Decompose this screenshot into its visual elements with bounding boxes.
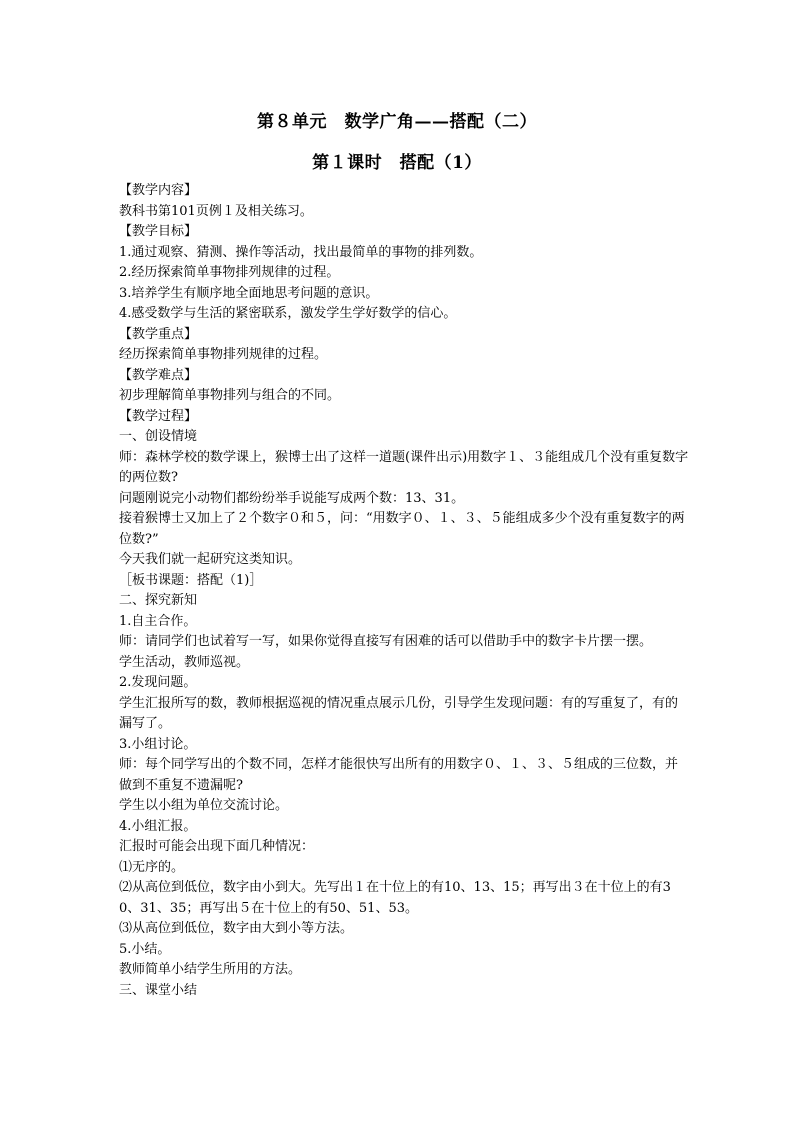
document-body <box>119 181 689 1001</box>
paragraph: 学生以小组为单位交流讨论。 <box>119 798 289 813</box>
subheading: 三、课堂小结 <box>119 982 198 998</box>
list-item: ⑶从高位到低位，数字由大到小等方法。 <box>119 921 354 936</box>
unit-title: 第８单元 数学广角——搭配（二） <box>257 112 537 132</box>
goal-item: 2.经历探索简单事物排列规律的过程。 <box>119 265 340 280</box>
paragraph: 师：森林学校的数学课上，猴博士出了这样一道题(课件出示)用数字１、３能组成几个没有重复数字的两位数? <box>119 449 689 485</box>
list-item: ⑴无序的。 <box>119 859 185 875</box>
paragraph: 学生活动，教师巡视。 <box>119 654 250 670</box>
subheading: 二、探究新知 <box>119 593 198 608</box>
list-item: ⑵从高位到低位，数字由小到大。先写出１在十位上的有10、13、15；再写出３在十位上的有30、31、35；再写出５在十位上的有50、51、53。 <box>119 880 671 916</box>
paragraph: 学生汇报所写的数，教师根据巡视的情况重点展示几份，引导学生发现问题：有的写重复了，有的漏写了。 <box>119 695 679 731</box>
paragraph: 今天我们就一起研究这类知识。 <box>119 552 302 567</box>
paragraph: 汇报时可能会出现下面几种情况： <box>119 839 315 854</box>
goal-item: 3.培养学生有顺序地全面地思考问题的意识。 <box>119 285 379 301</box>
board-topic: ［板书课题：搭配（1)］ <box>119 572 263 588</box>
step-heading: 5.小结。 <box>119 941 171 957</box>
section-heading-content: 【教学内容】 <box>119 183 198 198</box>
paragraph: 问题刚说完小动物们都纷纷举手说能写成两个数：13、31。 <box>119 490 465 506</box>
paragraph: 初步理解简单事物排列与组合的不同。 <box>119 388 341 403</box>
step-heading: 2.发现问题。 <box>119 675 197 690</box>
section-heading-goals: 【教学目标】 <box>119 224 198 239</box>
step-heading: 1.自主合作。 <box>119 613 197 629</box>
paragraph: 师：请同学们也试着写一写，如果你觉得直接写有困难的话可以借助手中的数字卡片摆一摆。 <box>119 634 653 649</box>
paragraph: 接着猴博士又加上了２个数字０和５，问：“用数字０、１、３、５能组成多少个没有重复数字的两位数?” <box>119 511 685 547</box>
step-heading: 4.小组汇报。 <box>119 818 197 834</box>
lesson-title: 第１课时 搭配（1） <box>312 153 482 173</box>
section-heading-difficulties: 【教学难点】 <box>119 367 198 383</box>
goal-item: 1.通过观察、猜测、操作等活动，找出最简单的事物的排列数。 <box>119 244 483 260</box>
paragraph: 经历探索简单事物排列规律的过程。 <box>119 347 328 362</box>
section-heading-process: 【教学过程】 <box>119 408 198 424</box>
section-heading-key-points: 【教学重点】 <box>119 326 198 342</box>
step-heading: 3.小组讨论。 <box>119 736 197 752</box>
subheading: 一、创设情境 <box>119 429 198 444</box>
paragraph: 教师简单小结学生所用的方法。 <box>119 962 302 977</box>
paragraph: 师：每个同学写出的个数不同，怎样才能很快写出所有的用数字０、１、３、５组成的三位数，并做到不重复不遗漏呢? <box>119 757 679 793</box>
goal-item: 4.感受数学与生活的紧密联系，激发学生学好数学的信心。 <box>119 306 457 321</box>
paragraph: 教科书第101页例１及相关练习。 <box>119 203 313 219</box>
